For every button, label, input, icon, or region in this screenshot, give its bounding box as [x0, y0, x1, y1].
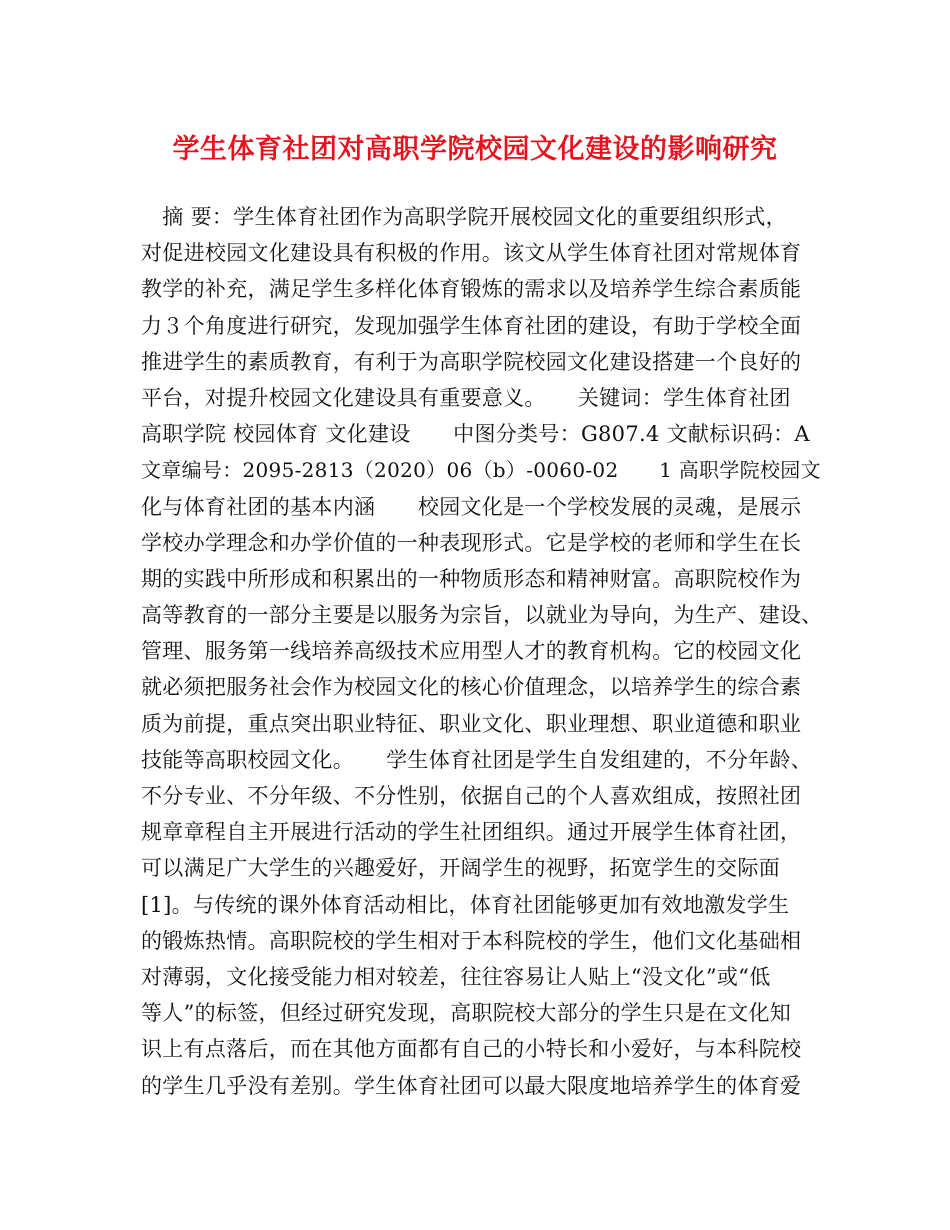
body-line: 期的实践中所形成和积累出的一种物质形态和精神财富。高职院校作为 — [141, 566, 802, 591]
body-line: [1]。与传统的课外体育活动相比，体育社团能够更加有效地激发学生 — [141, 892, 790, 917]
body-line: 平台，对提升校园文化建设具有重要意义。 关键词：学生体育社团 — [141, 385, 791, 410]
body-line: 摘 要：学生体育社团作为高职学院开展校园文化的重要组织形式， — [141, 205, 787, 229]
body-line: 等人”的标签，但经过研究发现，高职院校大部分的学生只是在文化知 — [141, 1001, 792, 1026]
body-line: 对促进校园文化建设具有积极的作用。该文从学生体育社团对常规体育 — [141, 241, 802, 266]
body-line: 识上有点落后，而在其他方面都有自己的小特长和小爱好，与本科院校 — [141, 1037, 802, 1062]
document-body — [141, 199, 831, 1104]
body-line: 力３个角度进行研究，发现加强学生体育社团的建设，有助于学校全面 — [141, 313, 802, 338]
body-line: 化与体育社团的基本内涵 校园文化是一个学校发展的灵魂，是展示 — [141, 494, 802, 519]
body-line: 技能等高职校园文化。 学生体育社团是学生自发组建的，不分年龄、 — [141, 747, 813, 772]
body-line: 的学生几乎没有差别。学生体育社团可以最大限度地培养学生的体育爱 — [141, 1073, 802, 1098]
body-line: 管理、服务第一线培养高级技术应用型人才的教育机构。它的校园文化 — [141, 639, 802, 664]
body-line: 高等教育的一部分主要是以服务为宗旨，以就业为导向，为生产、建设、 — [141, 603, 823, 628]
body-line: 对薄弱，文化接受能力相对较差，往往容易让人贴上“没文化”或“低 — [141, 964, 771, 989]
body-line: 推进学生的素质教育，有利于为高职学院校园文化建设搭建一个良好的 — [141, 349, 802, 374]
body-line: 高职学院 校园体育 文化建设 中图分类号：G807.4 文献标识码：A — [141, 422, 810, 447]
body-line: 规章章程自主开展进行活动的学生社团组织。通过开展学生体育社团， — [141, 820, 802, 845]
body-line: 学校办学理念和办学价值的一种表现形式。它是学校的老师和学生在长 — [141, 530, 802, 555]
body-line: 文章编号：2095-2813（2020）06（b）-0060-02 1 高职学院校园文 — [141, 458, 821, 483]
body-line: 不分专业、不分年级、不分性别，依据自己的个人喜欢组成，按照社团 — [141, 784, 802, 808]
body-line: 质为前提，重点突出职业特征、职业文化、职业理想、职业道德和职业 — [141, 711, 802, 736]
body-line: 可以满足广大学生的兴趣爱好，开阔学生的视野，拓宽学生的交际面 — [141, 856, 780, 881]
body-line: 的锻炼热情。高职院校的学生相对于本科院校的学生，他们文化基础相 — [141, 928, 802, 953]
body-line: 就必须把服务社会作为校园文化的核心价值理念，以培养学生的综合素 — [141, 675, 802, 700]
body-line: 教学的补充，满足学生多样化体育锻炼的需求以及培养学生综合素质能 — [141, 277, 802, 302]
document-title: 学生体育社团对高职学院校园文化建设的影响研究 — [172, 134, 778, 165]
